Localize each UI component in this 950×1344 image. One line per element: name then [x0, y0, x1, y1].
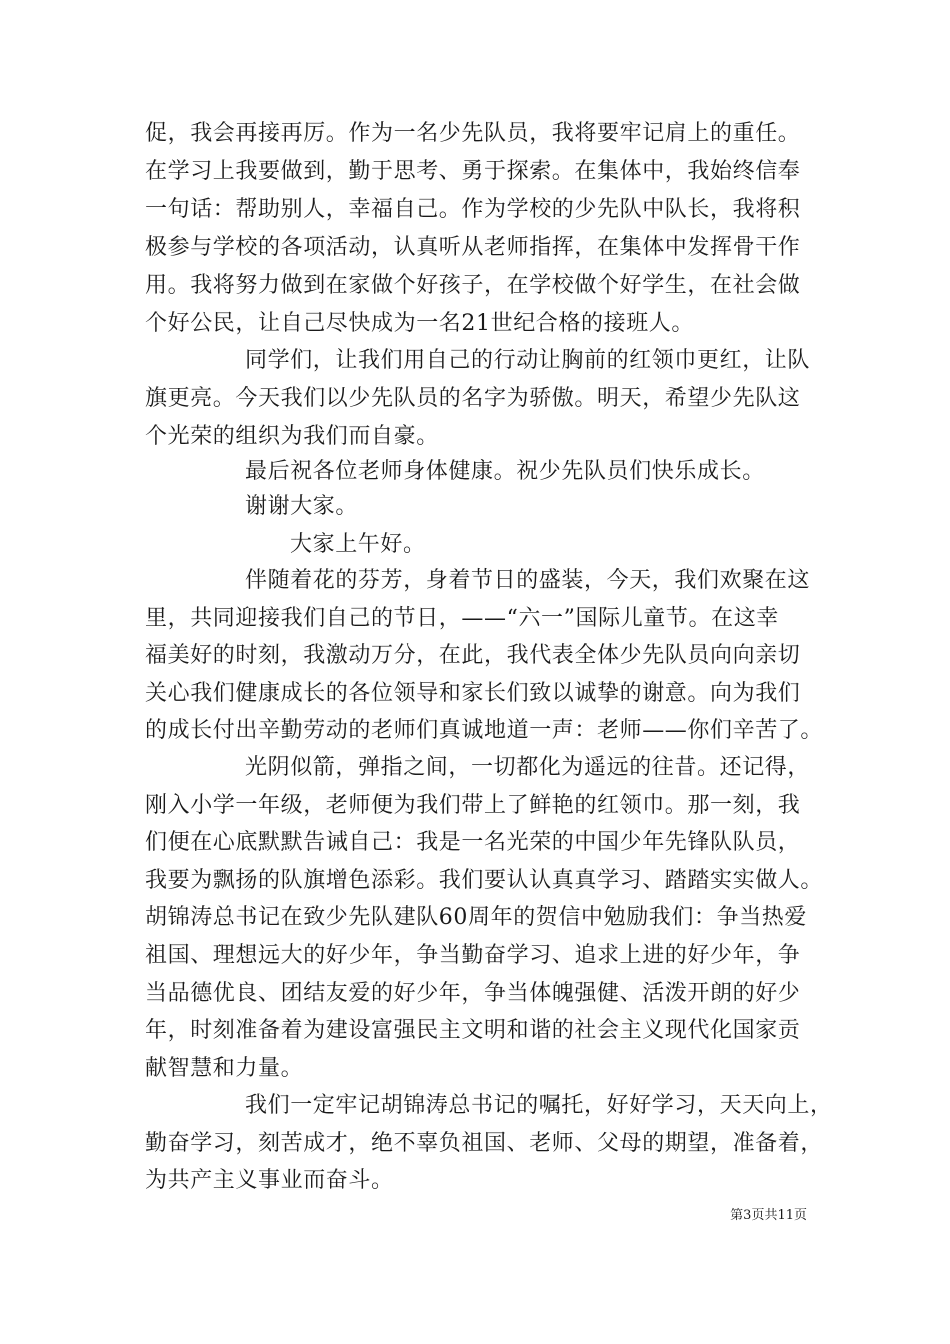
text-line: 极参与学校的各项活动，认真听从老师指挥，在集体中发挥骨干作	[145, 235, 801, 260]
text-line: 同学们，让我们用自己的行动让胸前的红领巾更红，让队	[245, 348, 811, 373]
text-line: 里，共同迎接我们自己的节日，——“六一”国际儿童节。在这幸	[145, 606, 779, 631]
text-line: 谢谢大家。	[245, 494, 359, 519]
text-line: 个光荣的组织为我们而自豪。	[145, 424, 439, 449]
text-line: 关心我们健康成长的各位领导和家长们致以诚挚的谢意。向为我们	[145, 681, 801, 706]
page-number-footer: 第3页共11页	[730, 1208, 807, 1223]
text-line: 促，我会再接再厉。作为一名少先队员，我将要牢记肩上的重任。	[145, 121, 801, 146]
text-line: 勤奋学习，刻苦成才，绝不辜负祖国、老师、父母的期望，准备着，	[145, 1131, 824, 1156]
text-line: 胡锦涛总书记在致少先队建队60周年的贺信中勉励我们：争当热爱	[145, 905, 807, 930]
text-line: 福美好的时刻，我激动万分，在此，我代表全体少先队员向向亲切	[145, 643, 801, 668]
text-line: 刚入小学一年级，老师便为我们带上了鲜艳的红领巾。那一刻，我	[145, 793, 801, 818]
text-line: 为共产主义事业而奋斗。	[145, 1168, 394, 1193]
text-line: 我们一定牢记胡锦涛总书记的嘱托，好好学习，天天向上，	[245, 1093, 833, 1118]
text-line: 用。我将努力做到在家做个好孩子，在学校做个好学生，在社会做	[145, 273, 801, 298]
text-line: 当品德优良、团结友爱的好少年，争当体魄强健、活泼开朗的好少	[145, 981, 801, 1006]
text-line: 在学习上我要做到，勤于思考、勇于探索。在集体中，我始终信奉	[145, 159, 801, 184]
text-line: 旗更亮。今天我们以少先队员的名字为骄傲。明天，希望少先队这	[145, 386, 801, 411]
text-line: 我要为飘扬的队旗增色添彩。我们要认认真真学习、踏踏实实做人。	[145, 868, 824, 893]
text-line: 祖国、理想远大的好少年，争当勤奋学习、追求上进的好少年，争	[145, 943, 801, 968]
text-line: 们便在心底默默告诫自己：我是一名光荣的中国少年先锋队队员，	[145, 830, 801, 855]
text-line: 的成长付出辛勤劳动的老师们真诚地道一声：老师——你们辛苦了。	[145, 718, 824, 743]
text-line: 光阴似箭，弹指之间，一切都化为遥远的往昔。还记得，	[245, 755, 811, 780]
text-line: 大家上午好。	[290, 532, 426, 557]
text-line: 最后祝各位老师身体健康。祝少先队员们快乐成长。	[245, 459, 765, 484]
text-line: 一句话：帮助别人，幸福自己。作为学校的少先队中队长，我将积	[145, 197, 801, 222]
text-line: 伴随着花的芬芳，身着节日的盛装，今天，我们欢聚在这	[245, 568, 811, 593]
text-line: 个好公民，让自己尽快成为一名21世纪合格的接班人。	[145, 311, 694, 336]
text-line: 献智慧和力量。	[145, 1056, 304, 1081]
text-line: 年，时刻准备着为建设富强民主文明和谐的社会主义现代化国家贡	[145, 1018, 801, 1043]
